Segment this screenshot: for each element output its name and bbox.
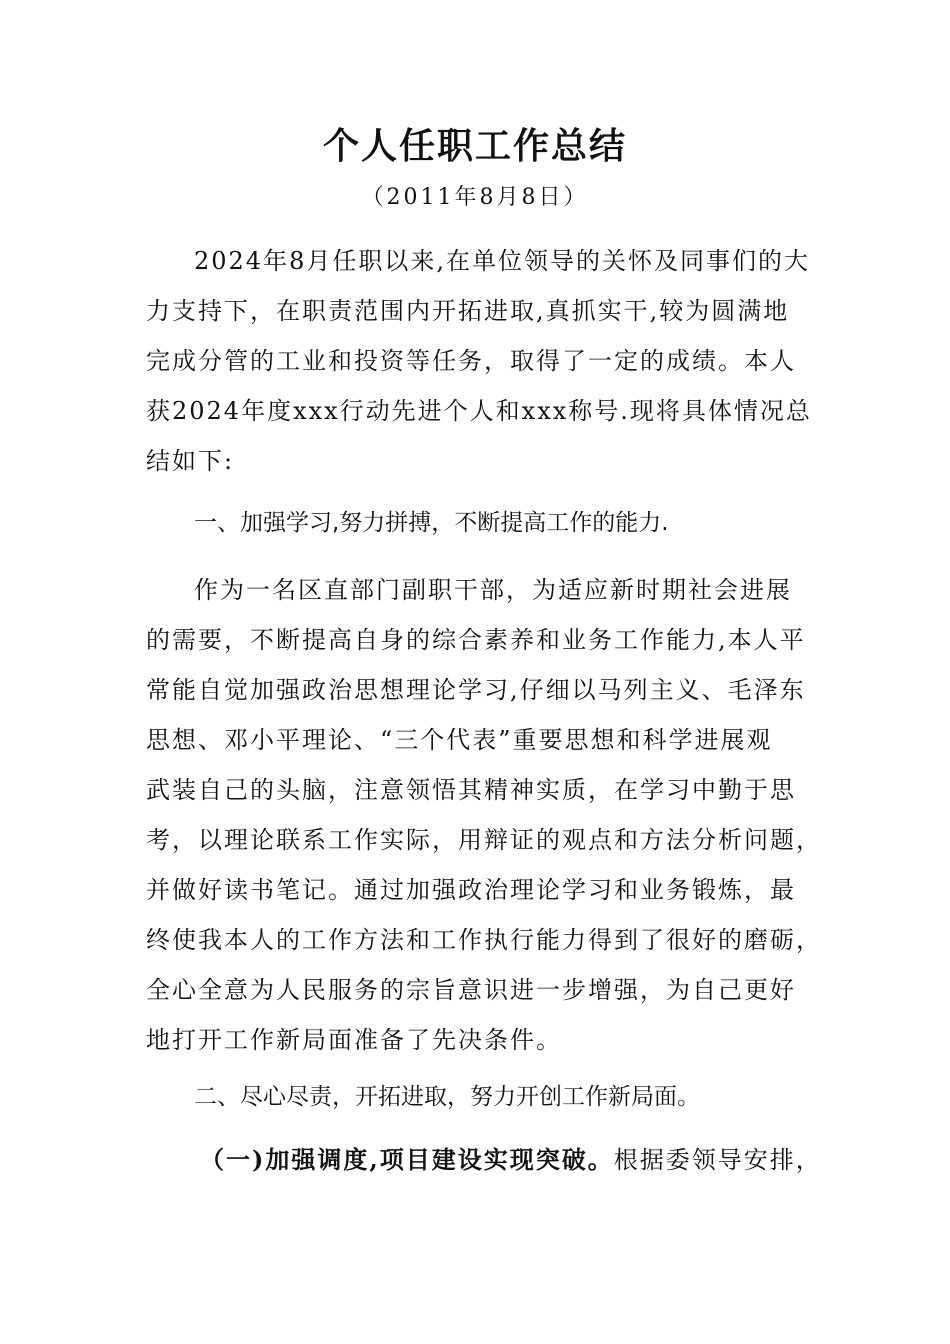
section1-line: 的需要，不断提高自身的综合素养和业务工作能力,本人平: [146, 626, 806, 654]
section-heading-2: 二、尽心尽责，开拓进取，努力开创工作新局面。: [194, 1084, 700, 1110]
section1-line: 全心全意为人民服务的宗旨意识进一步增强，为自己更好: [146, 976, 796, 1004]
intro-paragraph: [146, 236, 812, 486]
section1-paragraph: [146, 565, 822, 1065]
section1-line: 终使我本人的工作方法和工作执行能力得到了很好的磨砺，: [146, 926, 822, 954]
subsection-1-title: （一)加强调度,项目建设实现突破。: [200, 1145, 614, 1174]
intro-line: 结如下:: [146, 447, 235, 475]
section1-line: 武装自己的头脑，注意领悟其精神实质，在学习中勤于思: [146, 776, 796, 804]
intro-line: 力支持下，在职责范围内开拓进取,真抓实干,较为圆满地: [146, 297, 790, 325]
section1-line: 作为一名区直部门副职干部，为适应新时期社会进展: [194, 576, 792, 604]
subsection-1: [200, 1140, 840, 1180]
document-date: （2011年8月8日）: [361, 185, 589, 210]
section1-line: 常能自觉加强政治思想理论学习,仔细以马列主义、毛泽东: [146, 676, 806, 704]
intro-line: 获2024年度xxx行动先进个人和xxx称号.现将具体情况总: [146, 397, 812, 425]
intro-line: 2024年8月任职以来,在单位领导的关怀及同事们的大: [194, 247, 810, 275]
document-title: 个人任职工作总结: [322, 125, 627, 167]
section1-line: 思想、邓小平理论、“三个代表”重要思想和科学进展观: [146, 726, 773, 754]
section1-line: 地打开工作新局面准备了先决条件。: [146, 1026, 562, 1054]
section-heading-1: 一、加强学习,努力拼搏，不断提高工作的能力.: [194, 510, 669, 536]
subsection-1-text: 根据委领导安排，: [613, 1146, 822, 1174]
intro-line: 完成分管的工业和投资等任务，取得了一定的成绩。本人: [146, 347, 796, 375]
section1-line: 考，以理论联系工作实际，用辩证的观点和方法分析问题，: [146, 826, 822, 854]
section1-line: 并做好读书笔记。通过加强政治理论学习和业务锻炼，最: [146, 876, 796, 904]
